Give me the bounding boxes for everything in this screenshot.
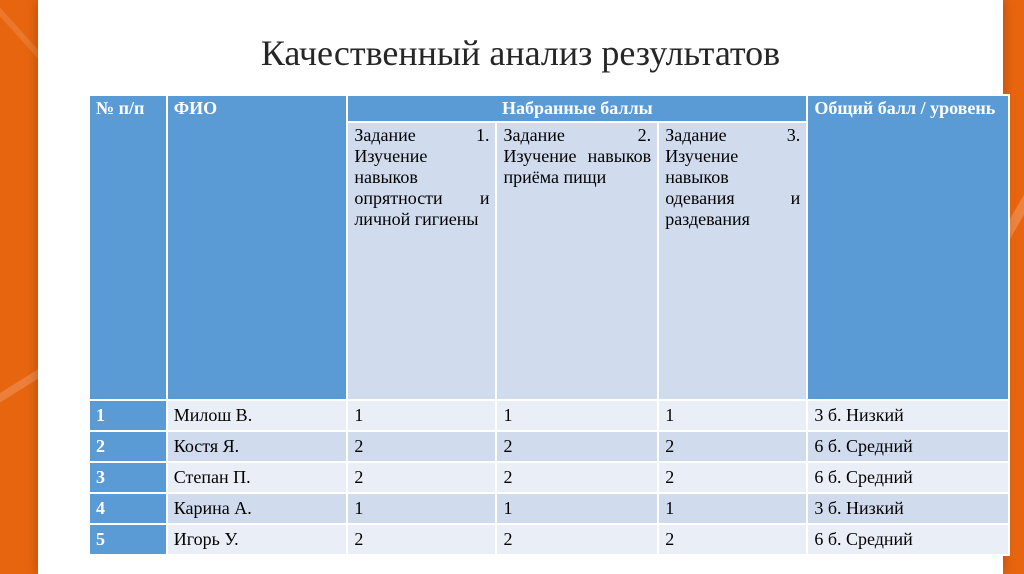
row-task3-score: 2	[658, 524, 807, 555]
row-name: Игорь У.	[167, 524, 348, 555]
table-row	[89, 493, 1009, 524]
row-total: 6 б. Средний	[807, 462, 1009, 493]
row-task2-score: 2	[496, 462, 658, 493]
row-task1-score: 2	[347, 431, 496, 462]
row-name: Милош В.	[167, 400, 348, 431]
row-total: 6 б. Средний	[807, 524, 1009, 555]
row-number: 1	[89, 400, 167, 431]
row-number: 4	[89, 493, 167, 524]
row-name: Карина А.	[167, 493, 348, 524]
table-row	[89, 462, 1009, 493]
header-scores-group: Набранные баллы	[347, 95, 807, 122]
row-task2-score: 2	[496, 524, 658, 555]
row-task1-score: 1	[347, 400, 496, 431]
row-task2-score: 2	[496, 431, 658, 462]
row-total: 3 б. Низкий	[807, 400, 1009, 431]
row-task3-score: 1	[658, 493, 807, 524]
row-number: 2	[89, 431, 167, 462]
row-number: 5	[89, 524, 167, 555]
slide-title: Качественный анализ результатов	[260, 33, 781, 73]
header-task2: Задание 2. Изучение навыков приёма пищи	[496, 122, 658, 400]
row-task1-score: 2	[347, 524, 496, 555]
header-name: ФИО	[167, 95, 348, 400]
header-task1: Задание 1. Изучение навыков опрятности и личной гигиены	[347, 122, 496, 400]
row-task2-score: 1	[496, 400, 658, 431]
slide	[38, 0, 1003, 574]
row-task3-score: 2	[658, 462, 807, 493]
table-row	[89, 400, 1009, 431]
row-total: 3 б. Низкий	[807, 493, 1009, 524]
row-task2-score: 1	[496, 493, 658, 524]
header-num: № п/п	[89, 95, 167, 400]
row-name: Костя Я.	[167, 431, 348, 462]
row-task1-score: 2	[347, 462, 496, 493]
row-number: 3	[89, 462, 167, 493]
row-task1-score: 1	[347, 493, 496, 524]
header-total: Общий балл / уровень	[807, 95, 1009, 400]
header-task3: Задание 3. Изучение навыков одевания и раздевания	[658, 122, 807, 400]
table-row	[89, 524, 1009, 555]
results-table	[88, 94, 1010, 556]
row-total: 6 б. Средний	[807, 431, 1009, 462]
row-task3-score: 2	[658, 431, 807, 462]
row-task3-score: 1	[658, 400, 807, 431]
table-row	[89, 431, 1009, 462]
row-name: Степан П.	[167, 462, 348, 493]
